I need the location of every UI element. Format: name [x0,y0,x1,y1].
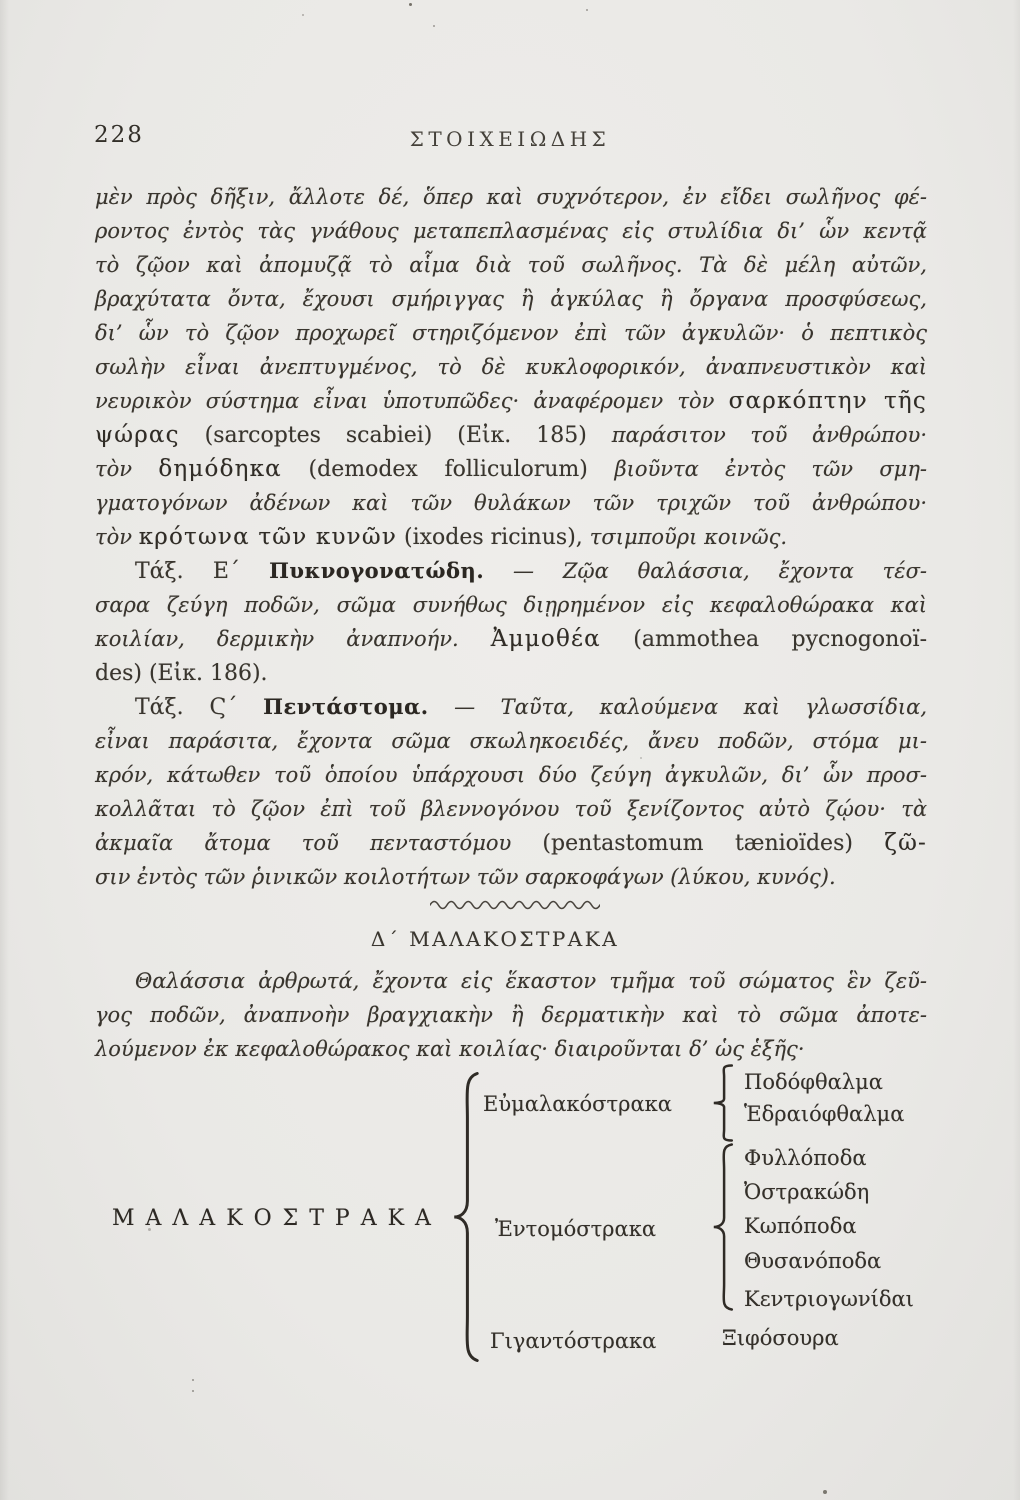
text-segment: δι’ ὧν τὸ ζῷον προχωρεῖ στηριζόμενον ἐπὶ τῶν ἀγκυλῶν· ὁ πεπτικὸς [95,321,927,345]
text-segment: γος ποδῶν, ἀναπνοὴν βραγχιακὴν ἢ δερματικὴν καὶ τὸ σῶμα ἀποτε- [95,1003,927,1027]
text-segment: (pentastomum tænioïdes) [542,831,885,856]
text-segment: (ammothea pycnogonoï- [600,627,927,652]
text-segment: τὸν [95,457,159,481]
text-segment: — Ζῷα θαλάσσια, ἔχοντα τέσ- [484,559,927,583]
tree-group-label: Ἐντομόστρακα [495,1217,657,1241]
species-name: ψώρας [95,422,180,448]
tree-group-label: Γιγαντόστρακα [490,1329,657,1353]
scan-speck [586,9,588,11]
scan-speck [640,757,642,759]
text-segment: νευρικὸν σύστημα εἶναι ὑποτυπῶδες· ἀναφέρομεν τὸν [95,389,729,413]
text-segment: ροντος ἐντὸς τὰς γνάθους μεταπεπλασμένας εἰς στυλίδια δι’ ὧν κεντᾷ [95,219,927,243]
text-segment: τὸν [95,525,139,549]
scan-speck [148,1228,151,1231]
group-brace [712,1143,734,1311]
text-segment: γματογόνων ἀδένων καὶ τῶν θυλάκων τῶν τριχῶν τοῦ ἀνθρώπου· [95,491,927,515]
text-segment: βιοῦντα ἐντὸς τῶν σμη- [614,457,928,481]
species-name: Ἀμμοθέα [490,626,601,652]
tree-leaf-label: Κεντριογωνίδαι [744,1287,914,1311]
tree-leaf-label: Κωπόποδα [744,1214,857,1238]
text-segment: des) (Εἰκ. 186). [95,661,268,686]
tree-leaf-label: Φυλλόποδα [744,1146,867,1170]
species-name: κρότωνα τῶν κυνῶν [138,524,397,550]
text-segment: Τάξ. Ϛ΄ [135,695,264,720]
text-segment: σιν ἐντὸς τῶν ῥινικῶν κοιλοτήτων τῶν σαρκοφάγων (λύκου, κυνός). [95,865,836,889]
scan-speck [433,25,435,27]
scan-speck [192,1379,194,1381]
text-segment: τὸ ζῷον καὶ ἀπομυζᾷ τὸ αἷμα διὰ τοῦ σωλῆνος. Τὰ δὲ μέλη αὐτῶν, [95,253,927,277]
text-segment: τσιμποῦρι κοινῶς. [589,525,788,549]
text-segment: κρόν, κάτωθεν τοῦ ὁποίου ὑπάρχουσι δύο ζεύγη ἀγκυλῶν, δι’ ὧν προσ- [95,763,927,787]
scan-speck [192,1390,194,1392]
text-segment: Τάξ. Ε΄ [135,559,270,584]
text-segment: (sarcoptes scabiei) (Εἰκ. 185) [179,423,612,448]
tree-root-label: ΜΑΛΑΚΟΣΤΡΑΚΑ [112,1206,442,1231]
order-name: Πυκνογονατώδη. [269,558,485,583]
tree-leaf-label: Ἑδραιόφθαλμα [744,1102,905,1126]
species-name: ζῶ- [884,830,928,856]
text-segment: μὲν πρὸς δῆξιν, ἄλλοτε δέ, ὅπερ καὶ συχνότερον, ἐν εἴδει σωλῆνος φέ- [95,185,927,209]
text-segment: βραχύτατα ὄντα, ἔχουσι σμήριγγας ἢ ἀγκύλας ἢ ὄργανα προσφύσεως, [95,287,927,311]
scan-speck [302,14,304,16]
group-brace [712,1064,734,1142]
tree-group-label: Εὐμαλακόστρακα [483,1092,672,1116]
text-segment: (demodex folliculorum) [281,457,615,482]
text-segment: κολλᾶται τὸ ζῷον ἐπὶ τοῦ βλεννογόνου τοῦ ξενίζοντος αὐτὸ ζῴου· τὰ [95,797,927,821]
tree-leaf-label: Ξιφόσουρα [722,1326,839,1350]
section-heading: Δ΄ ΜΑΛΑΚΟΣΤΡΑΚΑ [370,927,620,951]
text-segment: (ixodes ricinus), [397,525,590,550]
order-name: Πεντάστομα. [263,694,429,719]
scan-speck [409,3,412,6]
scan-speck [823,1490,827,1494]
text-segment: λούμενον ἐκ κεφαλοθώρακος καὶ κοιλίας· διαιροῦνται δ’ ὡς ἑξῆς· [95,1037,805,1061]
text-segment: σωλὴν εἶναι ἀνεπτυγμένος, τὸ δὲ κυκλοφορικόν, ἀναπνευστικὸν καὶ [95,355,927,379]
running-title: ΣΤΟΙΧΕΙΩΔΗΣ [409,127,611,151]
species-name: δημόδηκα [158,456,282,482]
tree-leaf-label: Θυσανόποδα [744,1249,882,1273]
text-segment: κοιλίαν, δερμικὴν ἀναπνοήν. [95,627,491,651]
page-number: 228 [94,122,144,148]
root-brace [452,1072,480,1362]
text-segment: εἶναι παράσιτα, ἔχοντα σῶμα σκωληκοειδές, ἄνευ ποδῶν, στόμα μι- [95,729,927,753]
text-segment: ἀκμαῖα ἄτομα τοῦ πενταστόμου [95,831,543,855]
tree-leaf-label: Ὀστρακώδη [744,1180,870,1204]
text-segment: σαρα ζεύγη ποδῶν, σῶμα συνήθως διῃρημένον εἰς κεφαλοθώρακα καὶ [95,593,927,617]
tree-leaf-label: Ποδόφθαλμα [744,1070,883,1094]
text-segment: Θαλάσσια ἀρθρωτά, ἔχοντα εἰς ἕκαστον τμῆμα τοῦ σώματος ἓν ζεῦ- [135,969,927,993]
text-segment: παράσιτον τοῦ ἀνθρώπου· [611,423,928,447]
text-segment: — Ταῦτα, καλούμενα καὶ γλωσσίδια, [428,695,927,719]
species-name: σαρκόπτην τῆς [728,388,927,414]
